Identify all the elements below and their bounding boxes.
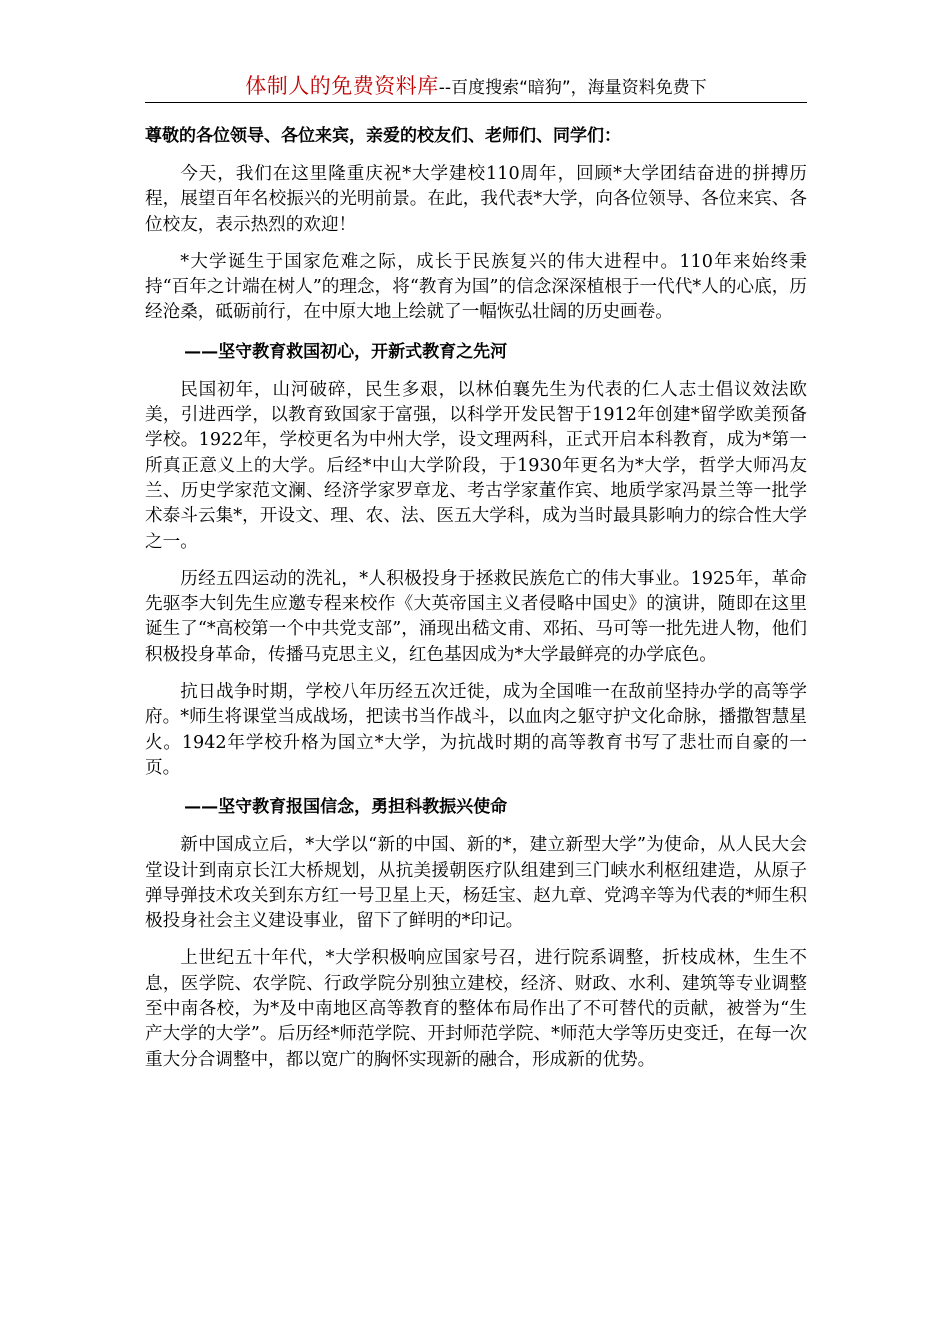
speech-body bbox=[145, 122, 807, 1085]
header-tagline: --百度搜索“暗狗”，海量资料免费下 bbox=[438, 78, 707, 98]
section-heading: ——坚守教育救国初心，开新式教育之先河 bbox=[184, 341, 508, 362]
paragraph: 抗日战争时期，学校八年历经五次迁徙，成为全国唯一在敌前坚持办学的高等学府。*师生将课堂当成战场，把读书当作战斗，以血肉之躯守护文化命脉，播撒智慧星火。1942年学校升格为国立*大学，为抗战时期的高等教育书写了悲壮而自豪的一页。 bbox=[145, 682, 807, 778]
section-heading: ——坚守教育报国信念，勇担科教振兴使命 bbox=[184, 797, 508, 818]
paragraph: 新中国成立后，*大学以“新的中国、新的*，建立新型大学”为使命，从人民大会堂设计到南京长江大桥规划，从抗美援朝医疗队组建到三门峡水利枢纽建造，从原子弹导弹技术攻关到东方红一号卫星上天，杨廷宝、赵九章、党鸿辛等为代表的*师生积极投身社会主义建设事业，留下了鲜明的*印记。 bbox=[145, 835, 807, 932]
paragraph: 历经五四运动的洗礼，*人积极投身于拯救民族危亡的伟大事业。1925年，革命先驱李大钊先生应邀专程来校作《大英帝国主义者侵略中国史》的演讲，随即在这里诞生了“*高校第一个中共党支部”，涌现出嵇文甫、邓拓、马可等一批先进人物，他们积极投身革命，传播马克思主义，红色基因成为*大学最鲜亮的办学底色。 bbox=[145, 568, 807, 665]
paragraph: 民国初年，山河破碎，民生多艰，以林伯襄先生为代表的仁人志士倡议效法欧美，引进西学，以教育致国家于富强，以科学开发民智于1912年创建*留学欧美预备学校。1922年，学校更名为中州大学，设文理两科，正式开启本科教育，成为*第一所真正意义上的大学。后经*中山大学阶段，于1930年更名为*大学，哲学大师冯友兰、历史学家范文澜、经济学家罗章龙、考古学家董作宾、地质学家冯景兰等一批学术泰斗云集*，开设文、理、农、法、医五大学科，成为当时最具影响力的综合性大学之一。 bbox=[145, 379, 807, 552]
paragraph: 今天，我们在这里隆重庆祝*大学建校110周年，回顾*大学团结奋进的拼搏历程，展望百年名校振兴的光明前景。在此，我代表*大学，向各位领导、各位来宾、各位校友，表示热烈的欢迎！ bbox=[145, 164, 807, 235]
header-brand: 体制人的免费资料库 bbox=[245, 74, 439, 98]
paragraph: *大学诞生于国家危难之际，成长于民族复兴的伟大进程中。110年来始终秉持“百年之计端在树人”的理念，将“教育为国”的信念深深植根于一代代*人的心底，历经沧桑，砥砺前行，在中原大地上绘就了一幅恢弘壮阔的历史画卷。 bbox=[145, 251, 807, 323]
greeting: 尊敬的各位领导、各位来宾，亲爱的校友们、老师们、同学们： bbox=[145, 126, 621, 146]
paragraph: 上世纪五十年代，*大学积极响应国家号召，进行院系调整，折枝成林，生生不息，医学院、农学院、行政学院分别独立建校，经济、财政、水利、建筑等专业调整至中南各校，为*及中南地区高等教育的整体布局作出了不可替代的贡献，被誉为“生产大学的大学”。后历经*师范学院、开封师范学院、*师范大学等历史变迁，在每一次重大分合调整中，都以宽广的胸怀实现新的融合，形成新的优势。 bbox=[145, 948, 807, 1070]
page-header bbox=[145, 70, 807, 103]
